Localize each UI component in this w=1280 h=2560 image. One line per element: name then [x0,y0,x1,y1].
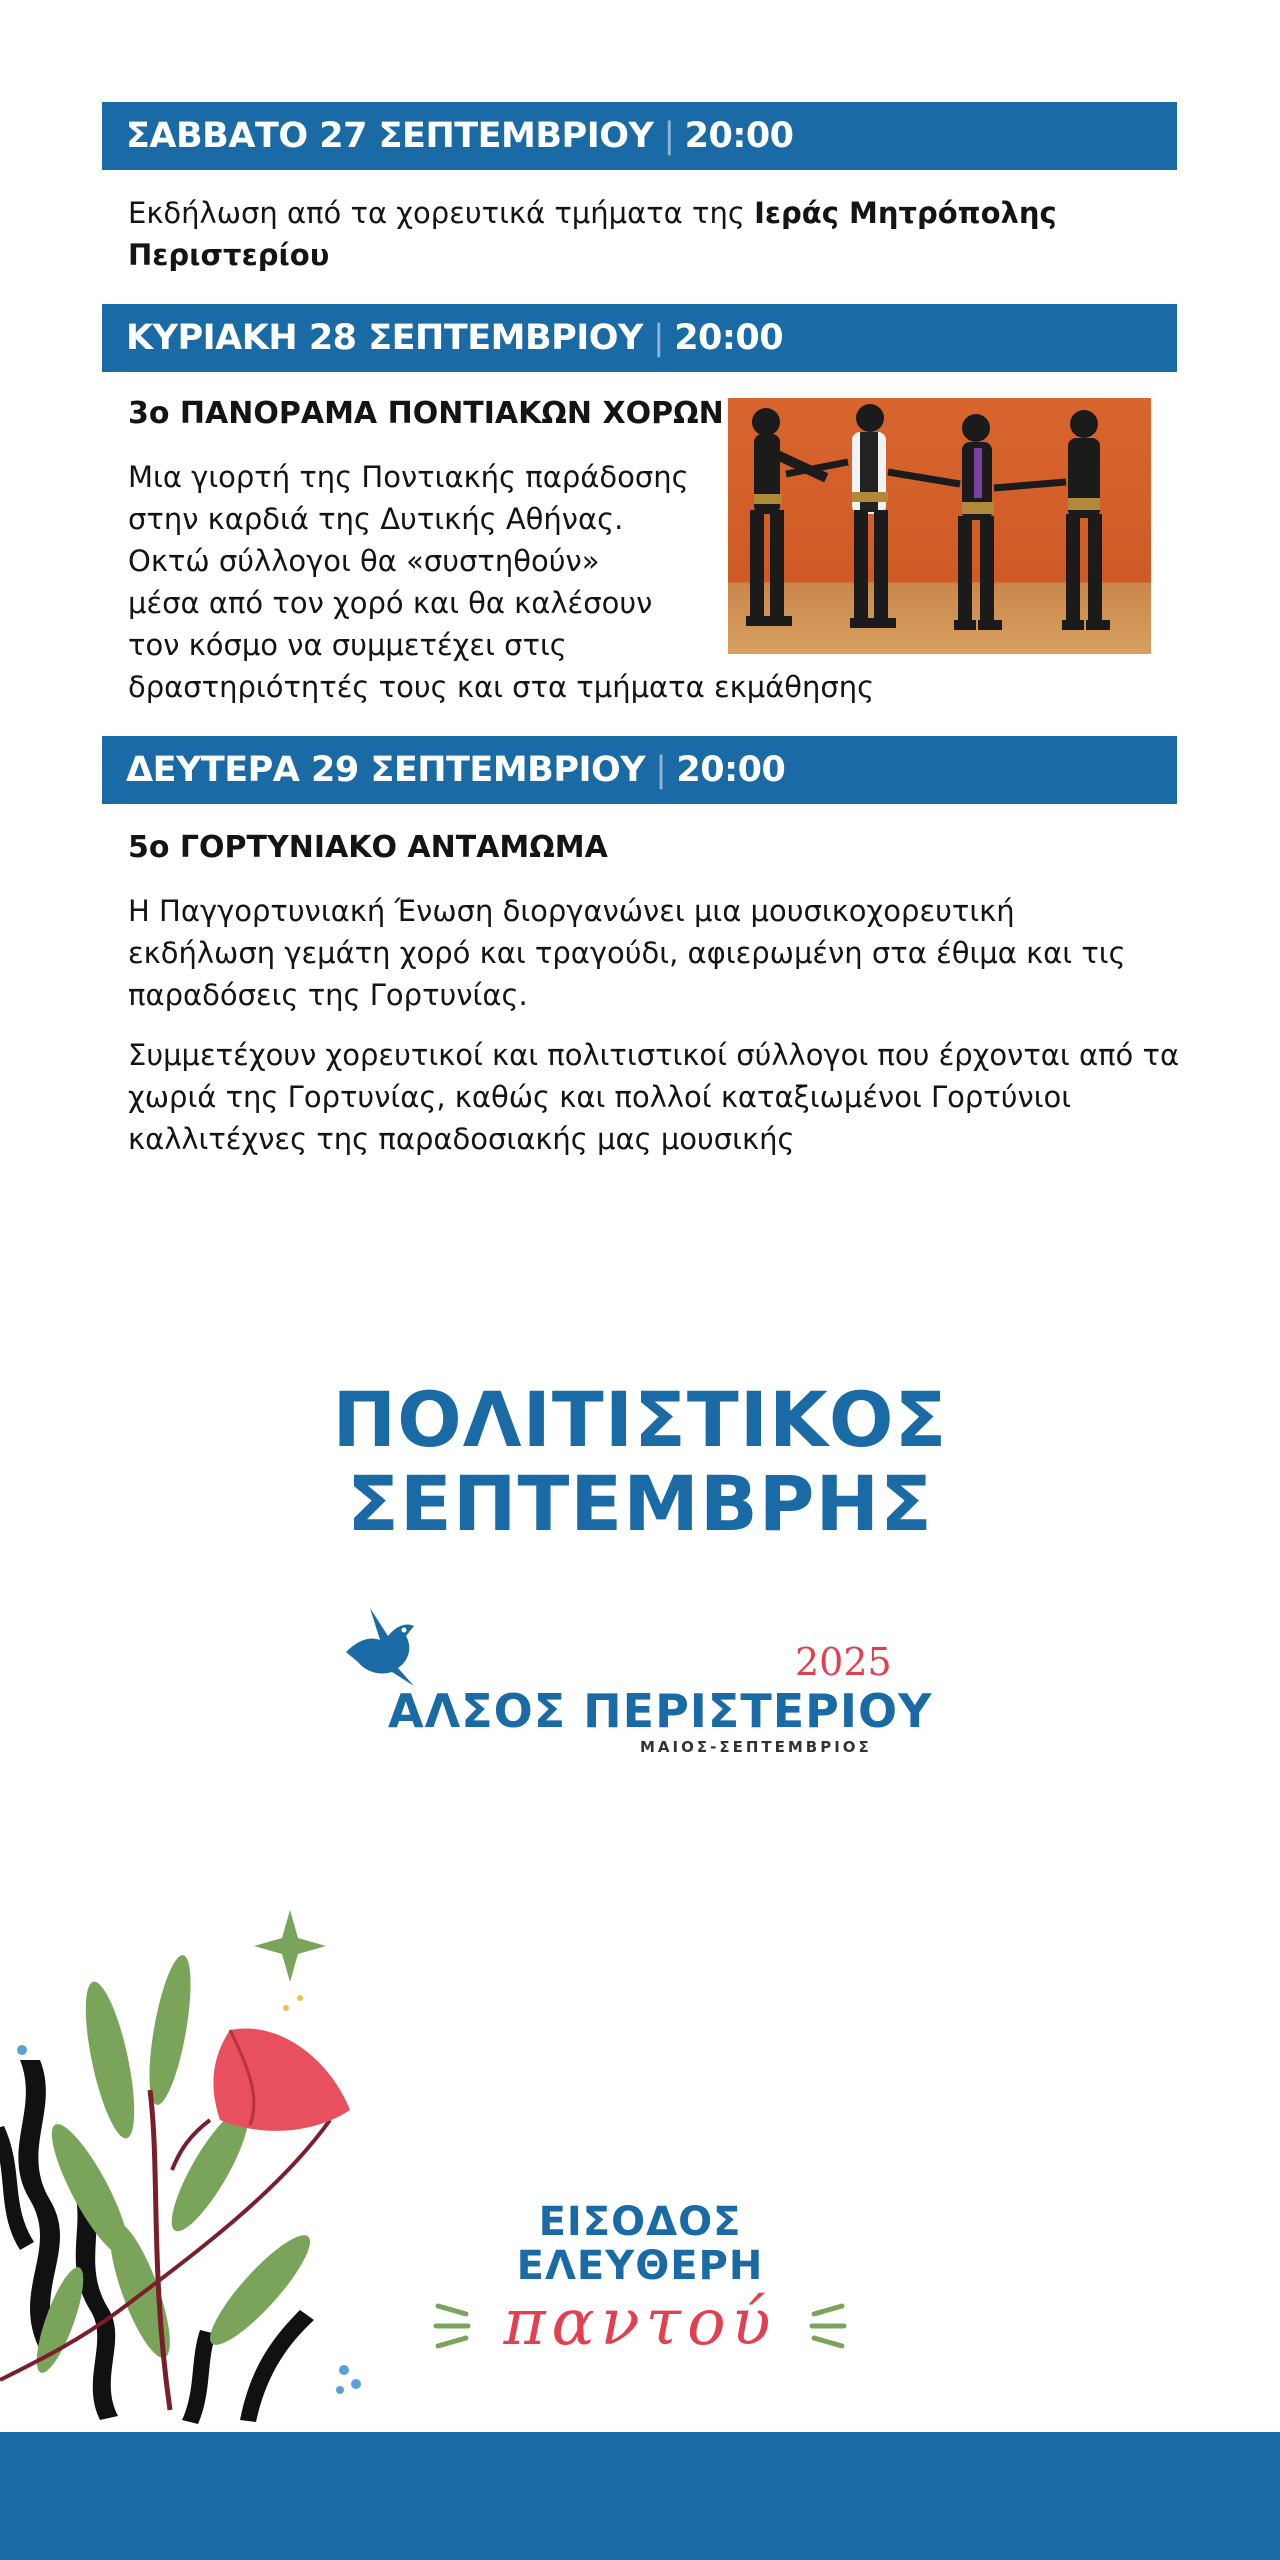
separator: | [655,750,667,790]
event-date-bar [102,304,1177,372]
page-title [0,1375,1280,1548]
event-description [128,192,1057,276]
separator: | [652,318,665,358]
text-line: τον κόσμο να συμμετέχει στις [128,628,567,662]
entry-line: ΕΙΣΟΔΟΣ [538,2199,742,2245]
burst-left-icon [430,2296,480,2356]
event-date-bar [102,102,1177,170]
text-line: στην καρδιά της Δυτικής Αθήνας. [128,502,624,536]
text-line: μέσα από τον χορό και θα καλέσουν [128,586,653,620]
event-text-bold: Περιστερίου [128,238,330,272]
event-time: 20:00 [684,116,794,156]
dancers-photo [728,398,1151,654]
event-text-bold: Ιεράς Μητρόπολης [754,196,1057,230]
bird-icon [340,1600,430,1690]
logo-subtitle: ΜΑΙΟΣ-ΣΕΠΤΕΜΒΡΙΟΣ [640,1738,872,1756]
event-heading: 3ο ΠΑΝΟΡΑΜΑ ΠΟΝΤΙΑΚΩΝ ΧΟΡΩΝ [128,396,724,431]
event-day: ΔΕΥΤΕΡΑ 29 ΣΕΠΤΕΜΒΡΙΟΥ [126,750,646,790]
text-line: Συμμετέχουν χορευτικοί και πολιτιστικοί σύλλογοι που έρχονται από τα [128,1038,1180,1072]
text-line: καλλιτέχνες της παραδοσιακής μας μουσικής [128,1122,795,1156]
title-line: ΠΟΛΙΤΙΣΤΙΚΟΣ [332,1375,948,1464]
event-time: 20:00 [676,750,786,790]
text-line: δραστηριότητές τους και στα τμήματα εκμάθησης [128,670,875,704]
event-description [128,1034,1179,1160]
event-day: ΚΥΡΙΑΚΗ 28 ΣΕΠΤΕΜΒΡΙΟΥ [126,318,643,358]
separator: | [663,116,675,156]
event-date-bar [102,736,1177,804]
text-line: εκδήλωση γεμάτη χορό και τραγούδι, αφιερωμένη στα έθιμα και τις [128,936,1126,970]
footer-bar [0,2432,1280,2560]
logo-name: ΑΛΣΟΣ ΠΕΡΙΣΤΕΡΙΟΥ [388,1684,933,1738]
text-line: χωριά της Γορτυνίας, καθώς και πολλοί καταξιωμένοι Γορτύνιοι [128,1080,1072,1114]
text-line: Η Παγγορτυνιακή Ένωση διοργανώνει μια μουσικοχορευτική [128,894,1015,928]
flower-decoration [0,1890,420,2430]
event-heading: 5ο ΓΟΡΤΥΝΙΑΚΟ ΑΝΤΑΜΩΜΑ [128,830,608,865]
alsos-logo [340,1600,933,1770]
event-text: Εκδήλωση από τα χορευτικά τμήματα της [128,196,755,230]
event-time: 20:00 [674,318,784,358]
free-entry-badge [430,2199,850,2360]
event-description [128,890,1126,1016]
entry-highlight: παντού [503,2286,777,2360]
burst-right-icon [800,2296,850,2356]
logo-year: 2025 [795,1640,892,1684]
text-line: παραδόσεις της Γορτυνίας. [128,978,528,1012]
text-line: Οκτώ σύλλογοι θα «συστηθούν» [128,544,600,578]
text-line: Μια γιορτή της Ποντιακής παράδοσης [128,460,689,494]
event-day: ΣΑΒΒΑΤΟ 27 ΣΕΠΤΕΜΒΡΙΟΥ [126,116,654,156]
entry-line: ΕΛΕΥΘΕΡΗ [516,2243,764,2289]
title-line: ΣΕΠΤΕΜΒΡΗΣ [347,1459,933,1548]
